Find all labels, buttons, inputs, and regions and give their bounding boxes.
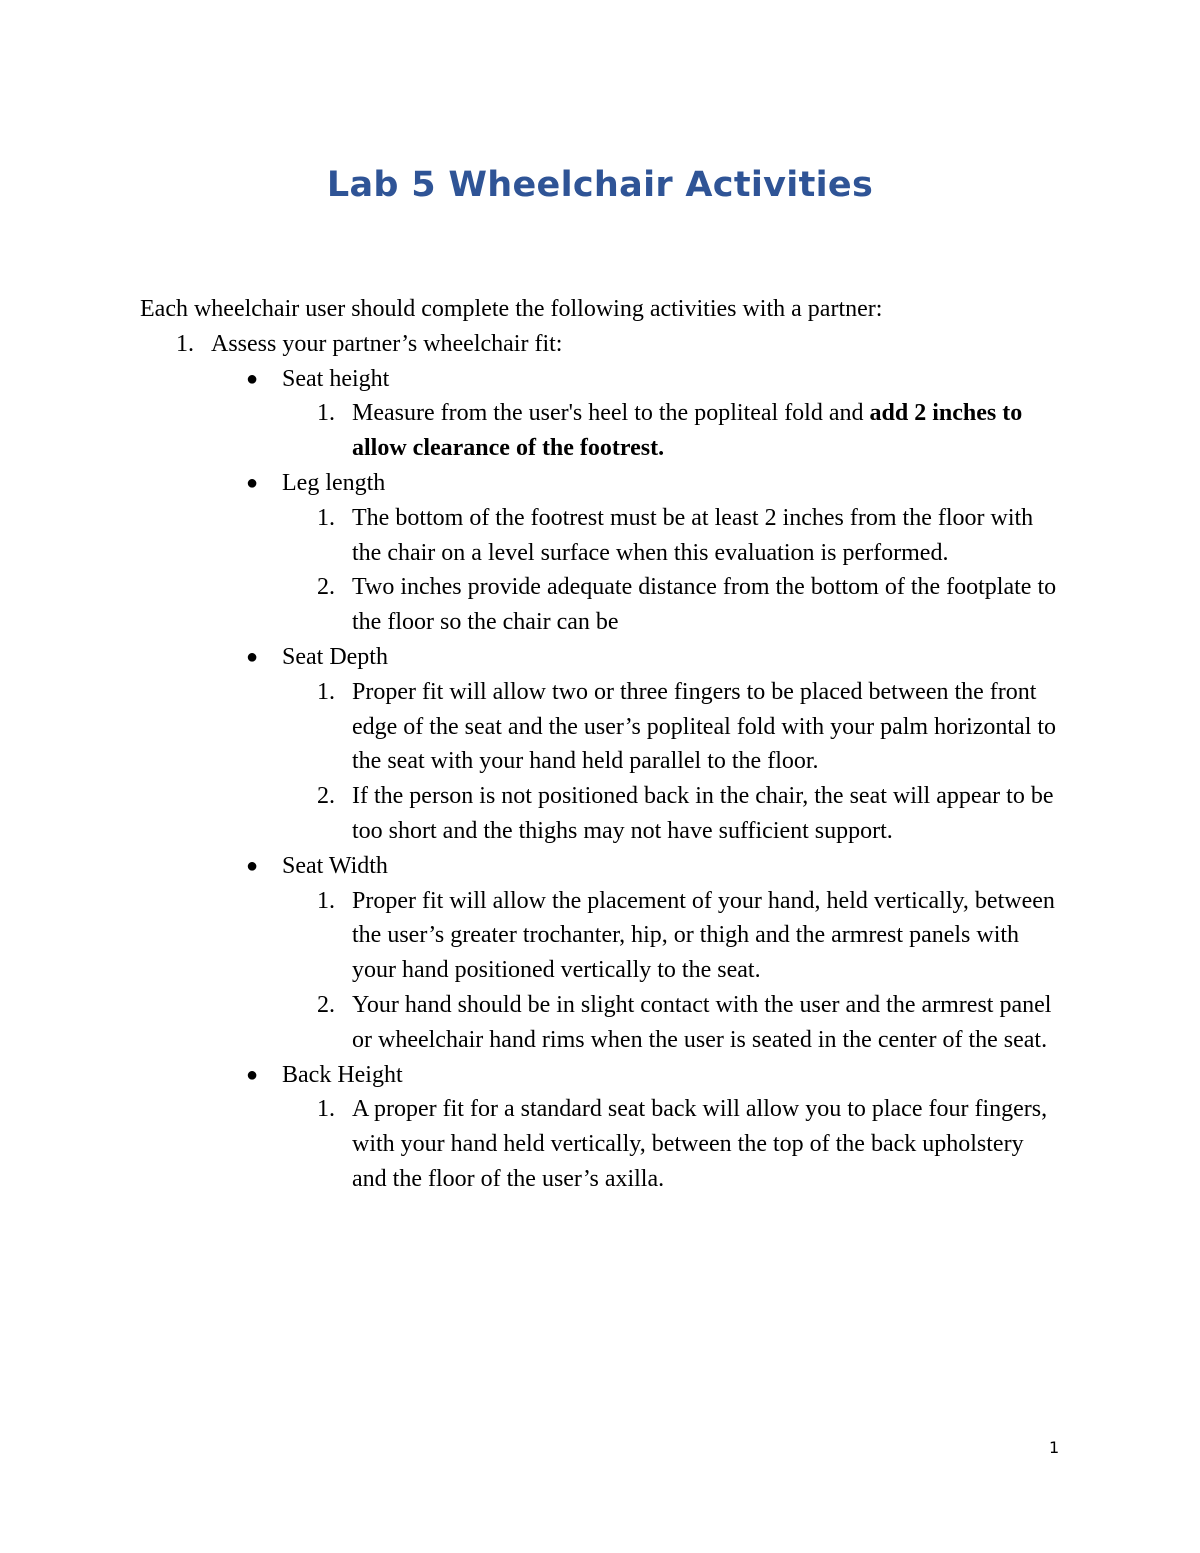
sub-list-item bbox=[140, 988, 1062, 1058]
list-item-text: Assess your partner’s wheelchair fit: bbox=[211, 330, 563, 357]
sub-list-text: If the person is not positioned back in the chair, the seat will appear to be too short and the thighs may not have sufficient support. bbox=[352, 783, 1054, 844]
sub-list-item bbox=[140, 675, 1062, 779]
sub-list-text: Proper fit will allow two or three fingers to be placed between the front edge of the seat and the user’s popliteal fold with your palm horizontal to the seat with your hand held parallel to the floor. bbox=[352, 678, 1057, 775]
sub-list-number: 2. bbox=[317, 783, 335, 810]
sub-list-number: 2. bbox=[317, 574, 335, 601]
bullet-section bbox=[140, 640, 1060, 849]
bullet-section bbox=[140, 466, 1060, 640]
numbered-list bbox=[140, 327, 1060, 1197]
sub-list-text: Two inches provide adequate distance from the bottom of the footplate to the floor so the chair can be bbox=[352, 574, 1057, 636]
list-item-assess-fit bbox=[140, 327, 1060, 362]
sub-list-number: 1. bbox=[317, 887, 335, 914]
sub-list-bold-text: add 2 inches to allow clearance of the footrest. bbox=[352, 400, 1023, 462]
sub-list-item bbox=[140, 884, 1062, 988]
sub-list-item bbox=[140, 396, 1062, 466]
bullet-icon: ● bbox=[246, 854, 259, 877]
sub-list-number: 1. bbox=[317, 678, 335, 705]
sub-list-number: 1. bbox=[317, 1096, 335, 1123]
page-title: Lab 5 Wheelchair Activities bbox=[326, 165, 874, 205]
bullet-section bbox=[140, 362, 1060, 466]
bullet-heading: Seat Width bbox=[282, 852, 388, 879]
sub-list-text: Measure from the user's heel to the popliteal fold and bbox=[352, 400, 870, 427]
intro-paragraph: Each wheelchair user should complete the following activities with a partner: bbox=[140, 296, 883, 322]
sub-list-text: A proper fit for a standard seat back will allow you to place four fingers, with your hand held vertically, between the top of the back upholstery and the floor of the user’s axilla. bbox=[352, 1096, 1048, 1192]
sub-list-text: Proper fit will allow the placement of your hand, held vertically, between the user’s greater trochanter, hip, or thigh and the armrest panels with your hand positioned vertically to the seat. bbox=[352, 887, 1055, 984]
bullet-heading: Leg length bbox=[282, 469, 386, 496]
sub-list-item bbox=[140, 501, 1062, 571]
sub-list-number: 1. bbox=[317, 400, 335, 427]
page-number: 1 bbox=[1049, 1438, 1060, 1457]
bullet-icon: ● bbox=[246, 645, 259, 668]
bullet-item bbox=[140, 640, 1060, 675]
bullet-section bbox=[140, 849, 1060, 1058]
sub-list-number: 2. bbox=[317, 991, 335, 1018]
bullet-icon: ● bbox=[246, 471, 259, 494]
bullet-heading: Seat height bbox=[282, 365, 390, 392]
bullet-section bbox=[140, 1058, 1060, 1197]
bullet-icon: ● bbox=[246, 367, 259, 390]
bullet-heading: Back Height bbox=[282, 1061, 403, 1088]
bullet-item bbox=[140, 466, 1060, 501]
bullet-icon: ● bbox=[246, 1063, 259, 1086]
sub-list-text: Your hand should be in slight contact with the user and the armrest panel or wheelchair hand rims when the user is seated in the center of the seat. bbox=[352, 991, 1052, 1053]
sub-list-item bbox=[140, 1092, 1062, 1196]
sub-list-number: 1. bbox=[317, 504, 335, 531]
sub-list-text: The bottom of the footrest must be at least 2 inches from the floor with the chair on a level surface when this evaluation is performed. bbox=[352, 504, 1034, 566]
bullet-item bbox=[140, 362, 1060, 397]
fit-sections bbox=[140, 362, 1060, 1197]
sub-list-item bbox=[140, 779, 1062, 849]
sub-list-item bbox=[140, 570, 1062, 640]
bullet-item bbox=[140, 849, 1060, 884]
bullet-heading: Seat Depth bbox=[282, 643, 388, 670]
list-number: 1. bbox=[176, 330, 194, 357]
bullet-item bbox=[140, 1058, 1060, 1093]
